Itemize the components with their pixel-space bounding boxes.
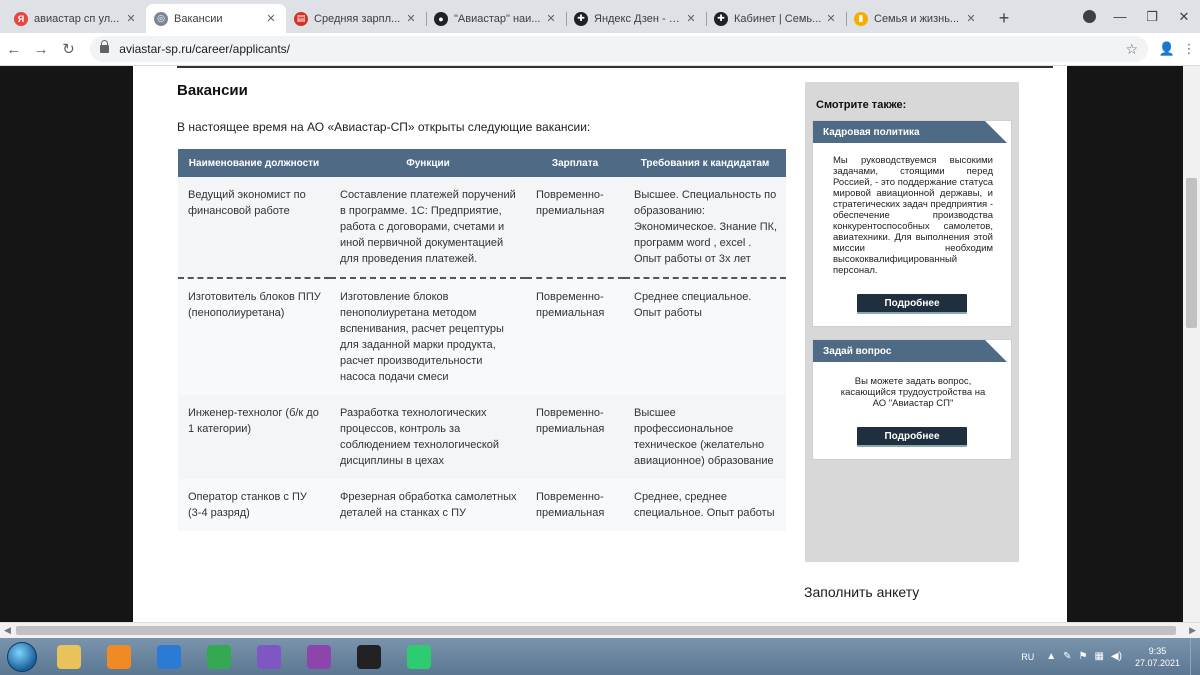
- volume-icon[interactable]: ◀): [1110, 651, 1122, 662]
- favicon-icon: ✚: [574, 12, 588, 26]
- browser-toolbar: [0, 33, 1200, 66]
- forward-icon[interactable]: →: [33, 40, 49, 58]
- vertical-scrollbar[interactable]: [1183, 66, 1200, 622]
- tab-search-icon[interactable]: [1083, 10, 1096, 23]
- taskbar-app-feather-app[interactable]: [294, 639, 344, 674]
- cell-functions: Составление платежей поручений в программе. 1С: Предприятие, работа с договорами, счетами и иной первичной документацией для проведения платежей.: [330, 177, 526, 278]
- hr-policy-title: Кадровая политика: [813, 121, 985, 143]
- media-player-icon: [107, 645, 131, 669]
- table-row: [178, 395, 786, 479]
- url-text[interactable]: aviastar-sp.ru/career/applicants/: [119, 42, 291, 56]
- cell-requirements: Среднее специальное. Опыт работы: [624, 278, 786, 395]
- close-window-icon[interactable]: ✕: [1178, 8, 1190, 24]
- cell-functions: Разработка технологических процессов, контроль за соблюдением технологической дисциплины в цехах: [330, 395, 526, 479]
- intro-text: В настоящее время на АО «Авиастар-СП» открыты следующие вакансии:: [177, 120, 591, 134]
- tab-title: Семья и жизнь...: [874, 12, 960, 25]
- tab-title: Кабинет | Семь...: [734, 12, 822, 25]
- page-viewport: [0, 66, 1200, 622]
- address-bar[interactable]: [90, 36, 1148, 62]
- cell-salary: Повременно-премиальная: [526, 479, 624, 531]
- network-icon[interactable]: ▦: [1094, 651, 1104, 662]
- taskbar-app-visual-studio[interactable]: [244, 639, 294, 674]
- show-desktop-button[interactable]: [1190, 638, 1200, 675]
- cell-salary: Повременно-премиальная: [526, 177, 624, 278]
- bookmark-star-icon[interactable]: ☆: [1125, 40, 1139, 57]
- cell-position: Оператор станков с ПУ (3-4 разряд): [178, 479, 330, 531]
- scroll-right-icon[interactable]: ▶: [1189, 625, 1196, 635]
- explorer-icon: [57, 645, 81, 669]
- vertical-scroll-thumb[interactable]: [1186, 178, 1197, 328]
- lock-icon[interactable]: [100, 45, 109, 53]
- cell-requirements: Высшее профессиональное техническое (желательно авиационное) образование: [624, 395, 786, 479]
- browser-tab[interactable]: [286, 4, 426, 33]
- favicon-icon: ▤: [294, 12, 308, 26]
- tab-title: "Авиастар" наи...: [454, 12, 541, 25]
- table-header: [178, 149, 786, 177]
- browser-tab[interactable]: [846, 4, 986, 33]
- ask-question-text: Вы можете задать вопрос, касающийся трудоустройства на АО "Авиастар СП": [840, 376, 986, 409]
- browser-tab[interactable]: [566, 4, 706, 33]
- top-divider: [177, 66, 1053, 68]
- vacancies-table: [178, 149, 786, 531]
- tab-close-icon[interactable]: ✕: [686, 13, 696, 25]
- tab-close-icon[interactable]: ✕: [406, 13, 416, 25]
- cell-position: Изготовитель блоков ППУ (пенополиуретана): [178, 278, 330, 395]
- tab-strip: [0, 0, 1200, 33]
- screen-recorder-icon: [407, 645, 431, 669]
- page-title: Вакансии: [177, 82, 248, 99]
- table-row: [178, 479, 786, 531]
- windows-logo-icon: [7, 642, 37, 672]
- hr-policy-more-button[interactable]: Подробнее: [857, 294, 967, 314]
- tray-arrow-icon[interactable]: ▲: [1046, 651, 1057, 662]
- tab-close-icon[interactable]: ✕: [826, 13, 836, 25]
- tab-close-icon[interactable]: ✕: [126, 13, 136, 25]
- cell-requirements: Высшее. Специальность по образованию: Экономическое. Знание ПК, программ word , excel . Опыт работы от 3х лет: [624, 177, 786, 278]
- feather-app-icon: [307, 645, 331, 669]
- taskbar-app-camera-app[interactable]: [344, 639, 394, 674]
- site-content: [133, 66, 1067, 622]
- cell-functions: Изготовление блоков пенополиуретана методом вспенивания, расчет рецептуры для заданной марки продукта, расчет производительности насоса подачи смеси: [330, 278, 526, 395]
- tab-title: Средняя зарпл...: [314, 12, 401, 25]
- taskbar-app-media-player[interactable]: [94, 639, 144, 674]
- favicon-icon: ▮: [854, 12, 868, 26]
- ask-question-more-button[interactable]: Подробнее: [857, 427, 967, 447]
- table-row: [178, 177, 786, 278]
- favicon-icon: Я: [14, 12, 28, 26]
- horizontal-scroll-thumb[interactable]: [16, 626, 1176, 635]
- visual-studio-icon: [257, 645, 281, 669]
- back-icon[interactable]: ←: [6, 40, 22, 58]
- header-position: Наименование должности: [178, 149, 330, 177]
- internet-explorer-icon: [157, 645, 181, 669]
- maximize-icon[interactable]: ❐: [1146, 8, 1158, 24]
- tab-title: авиастар сп ул...: [34, 12, 120, 25]
- hr-policy-text: Мы руководствуемся высокими задачами, стоящими перед Россией, - это поддержание статуса мировой авиационной державы, и стратегических задач предприятия - обеспечение производства конкурентоспособных самолетов, авиатехники. Для выполнения этой миссии необходим высококвалифицированный персонал.: [833, 155, 993, 276]
- header-salary: Зарплата: [526, 149, 624, 177]
- browser-tab[interactable]: [426, 4, 566, 33]
- cell-position: Инженер-технолог (б/к до 1 категории): [178, 395, 330, 479]
- cell-requirements: Среднее, среднее специальное. Опыт работы: [624, 479, 786, 531]
- taskbar-app-screen-recorder[interactable]: [394, 639, 444, 674]
- cell-salary: Повременно-премиальная: [526, 395, 624, 479]
- hr-policy-box: [812, 120, 1012, 327]
- favicon-icon: ◎: [154, 12, 168, 26]
- windows-taskbar: [0, 638, 1200, 675]
- flag-icon[interactable]: ⚑: [1078, 651, 1088, 662]
- new-tab-button[interactable]: +: [998, 8, 1010, 28]
- taskbar-app-chrome[interactable]: [194, 639, 244, 674]
- tab-title: Яндекс Дзен - б...: [594, 12, 684, 25]
- table-row: [178, 278, 786, 395]
- clock-date: 27.07.2021: [1134, 657, 1180, 668]
- horizontal-scrollbar[interactable]: [0, 622, 1200, 638]
- language-indicator[interactable]: RU: [1021, 651, 1035, 662]
- fill-form-link[interactable]: Заполнить анкету: [804, 584, 920, 600]
- scroll-left-icon[interactable]: ◀: [4, 625, 11, 635]
- reload-icon[interactable]: ↻: [62, 41, 75, 58]
- chrome-icon: [207, 645, 231, 669]
- header-functions: Функции: [330, 149, 526, 177]
- taskbar-app-internet-explorer[interactable]: [144, 639, 194, 674]
- ask-question-title: Задай вопрос: [813, 340, 985, 362]
- tab-close-icon[interactable]: ✕: [966, 13, 976, 25]
- cell-functions: Фрезерная обработка самолетных деталей на станках с ПУ: [330, 479, 526, 531]
- cell-position: Ведущий экономист по финансовой работе: [178, 177, 330, 278]
- tab-title: Вакансии: [174, 12, 223, 25]
- tab-close-icon[interactable]: ✕: [266, 13, 276, 25]
- favicon-icon: ✚: [714, 12, 728, 26]
- pen-icon[interactable]: ✎: [1063, 651, 1072, 662]
- profile-icon[interactable]: 👤: [1158, 41, 1176, 56]
- start-button[interactable]: [0, 638, 44, 675]
- taskbar-app-explorer[interactable]: [44, 639, 94, 674]
- tab-close-icon[interactable]: ✕: [546, 13, 556, 25]
- ask-question-box: [812, 339, 1012, 460]
- browser-tab[interactable]: [6, 4, 146, 33]
- sidebar: [805, 82, 1019, 562]
- clock[interactable]: [1135, 645, 1180, 669]
- menu-icon[interactable]: ⋮: [1182, 41, 1196, 56]
- clock-time: 9:35: [1148, 645, 1167, 656]
- see-also-heading: Смотрите также:: [816, 99, 907, 111]
- system-tray: [1021, 638, 1200, 675]
- browser-tab[interactable]: [146, 4, 286, 33]
- browser-tab[interactable]: [706, 4, 846, 33]
- minimize-icon[interactable]: —: [1113, 9, 1127, 24]
- header-requirements: Требования к кандидатам: [624, 149, 786, 177]
- window-controls: [1104, 0, 1200, 33]
- favicon-icon: ●: [434, 12, 448, 26]
- camera-app-icon: [357, 645, 381, 669]
- cell-salary: Повременно-премиальная: [526, 278, 624, 395]
